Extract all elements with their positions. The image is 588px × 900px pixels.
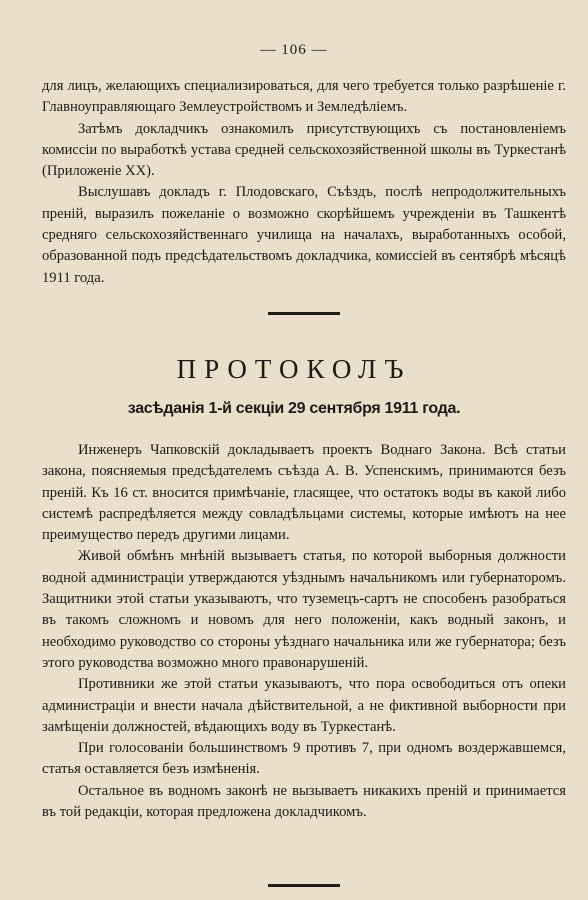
section-divider-top (268, 312, 340, 315)
paragraph-water-law: Инженеръ Чапковскій докладываетъ проектъ Воднаго Закона. Всѣ статьи закона, поясняемыя предсѣдателемъ съѣзда А. В. Успенскимъ, принимаются безъ преній. Къ 16 ст. вносится примѣчаніе, гласящее, что остатокъ воды въ какой либо системѣ распредѣляется между совладѣльцами системы, которые имѣютъ на нее преимущество передъ другими лицами. (42, 442, 566, 544)
paragraph-resolution: Выслушавъ докладъ г. Плодовскаго, Съѣздъ, послѣ непродолжительныхъ преній, выразилъ пожеланіе о возможно скорѣйшемъ учрежденіи въ Ташкентѣ средняго сельскохозяйственнаго училища на началахъ, выработанныхъ особой, образованной подъ предсѣдательствомъ докладчика, комиссіей въ сентябрѣ мѣсяцѣ 1911 года. (42, 184, 566, 286)
protocol-heading: ПРОТОКОЛЪ (176, 354, 412, 384)
paragraph-remainder: Остальное въ водномъ законѣ не вызываетъ никакихъ преній и принимается въ той редакціи, которая предложена докладчикомъ. (42, 782, 566, 821)
paragraph-continuation: для лицъ, желающихъ специализироваться, для чего требуется только разрѣшеніе г. Главноуправляющаго Землеустройствомъ и Земледѣліемъ. (42, 78, 566, 116)
top-text-block (42, 76, 566, 289)
paragraph-opponents: Противники же этой статьи указываютъ, что пора освободиться отъ опеки администраціи и внести начала дѣйствительной, а не фиктивной выборности при замѣщеніи должностей, вѣдающихъ воду въ Туркестанѣ. (42, 676, 566, 735)
paragraph-vote: При голосованіи большинствомъ 9 противъ 7, при одномъ воздержавшемся, статья оставляется безъ измѣненія. (42, 740, 566, 778)
page-number: — 106 — (260, 42, 328, 58)
protocol-subheading: засѣданія 1-й секціи 29 сентября 1911 года. (127, 400, 461, 417)
paragraph-commission: Затѣмъ докладчикъ ознакомилъ присутствующихъ съ постановленіемъ комиссіи по выработкѣ устава средней сельскохозяйственной школы въ Туркестанѣ (Приложеніе XX). (42, 120, 566, 180)
paragraph-debate: Живой обмѣнъ мнѣній вызываетъ статья, по которой выборныя должности водной администраціи утверждаются уѣзднымъ начальникомъ или губернаторомъ. Защитники этой статьи указываютъ, что туземецъ-сартъ не способенъ разобраться въ такомъ сложномъ и новомъ для него положеніи, какъ водный законъ, и необходимо руководство со стороны уѣзднаго начальника или же губернатора; безъ этого руководства возможно много правонарушеній. (42, 548, 566, 671)
section-divider-bottom (268, 884, 340, 887)
protocol-text-block (42, 440, 566, 823)
